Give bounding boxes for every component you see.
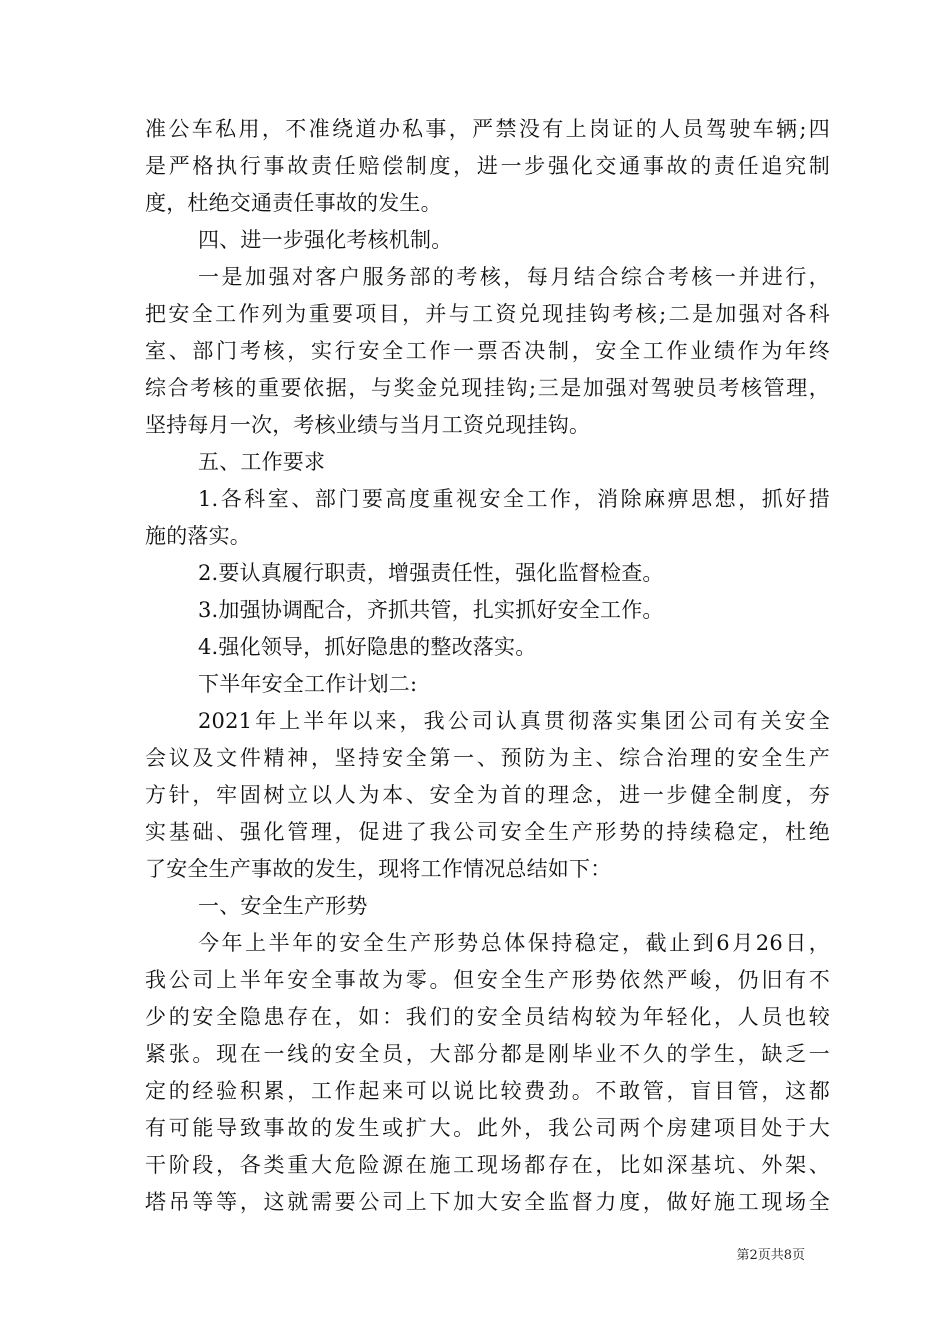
text-line: 2021年上半年以来，我公司认真贯彻落实集团公司有关安全 xyxy=(198,709,830,733)
text-line: 我公司上半年安全事故为零。但安全生产形势依然严峻，仍旧有不 xyxy=(145,968,830,992)
text-line: 综合考核的重要依据，与奖金兑现挂钩;三是加强对驾驶员考核管理， xyxy=(145,376,830,400)
text-line: 今年上半年的安全生产形势总体保持稳定，截止到6月26日， xyxy=(198,931,830,955)
text-line: 准公车私用，不准绕道办私事，严禁没有上岗证的人员驾驶车辆;四 xyxy=(145,117,830,141)
section-heading: 一、安全生产形势 xyxy=(198,894,368,918)
text-line: 会议及文件精神，坚持安全第一、预防为主、综合治理的安全生产 xyxy=(145,746,830,770)
list-item: 4.强化领导，抓好隐患的整改落实。 xyxy=(198,635,537,659)
list-item: 2.要认真履行职责，增强责任性，强化监督检查。 xyxy=(198,561,664,585)
text-line: 干阶段，各类重大危险源在施工现场都存在，比如深基坑、外架、 xyxy=(145,1153,830,1177)
page-number: 第2页共8页 xyxy=(736,1248,805,1263)
text-line: 一是加强对客户服务部的考核，每月结合综合考核一并进行， xyxy=(198,265,830,289)
text-line: 实基础、强化管理，促进了我公司安全生产形势的持续稳定，杜绝 xyxy=(145,820,830,844)
list-item: 1.各科室、部门要高度重视安全工作，消除麻痹思想，抓好措 xyxy=(198,487,830,511)
text-line: 了安全生产事故的发生，现将工作情况总结如下： xyxy=(145,857,612,881)
text-line: 紧张。现在一线的安全员，大部分都是刚毕业不久的学生，缺乏一 xyxy=(145,1042,830,1066)
text-line: 度，杜绝交通责任事故的发生。 xyxy=(145,191,442,215)
section-heading: 四、进一步强化考核机制。 xyxy=(198,228,453,252)
text-line: 方针，牢固树立以人为本、安全为首的理念，进一步健全制度，夯 xyxy=(145,783,830,807)
text-line: 少的安全隐患存在，如：我们的安全员结构较为年轻化，人员也较 xyxy=(145,1005,830,1029)
section-heading: 下半年安全工作计划二: xyxy=(198,672,418,696)
document-body xyxy=(145,111,830,1221)
text-line: 塔吊等等，这就需要公司上下加大安全监督力度，做好施工现场全 xyxy=(145,1190,830,1214)
text-line: 把安全工作列为重要项目，并与工资兑现挂钩考核;二是加强对各科 xyxy=(145,302,830,326)
text-line: 是严格执行事故责任赔偿制度，进一步强化交通事故的责任追究制 xyxy=(145,154,830,178)
text-line: 施的落实。 xyxy=(145,524,251,548)
text-line: 室、部门考核，实行安全工作一票否决制，安全工作业绩作为年终 xyxy=(145,339,830,363)
text-line: 定的经验积累，工作起来可以说比较费劲。不敢管，盲目管，这都 xyxy=(145,1079,830,1103)
list-item: 3.加强协调配合，齐抓共管，扎实抓好安全工作。 xyxy=(198,598,664,622)
text-line: 坚持每月一次，考核业绩与当月工资兑现挂钩。 xyxy=(145,413,591,437)
section-heading: 五、工作要求 xyxy=(198,450,326,474)
text-line: 有可能导致事故的发生或扩大。此外，我公司两个房建项目处于大 xyxy=(145,1116,830,1140)
